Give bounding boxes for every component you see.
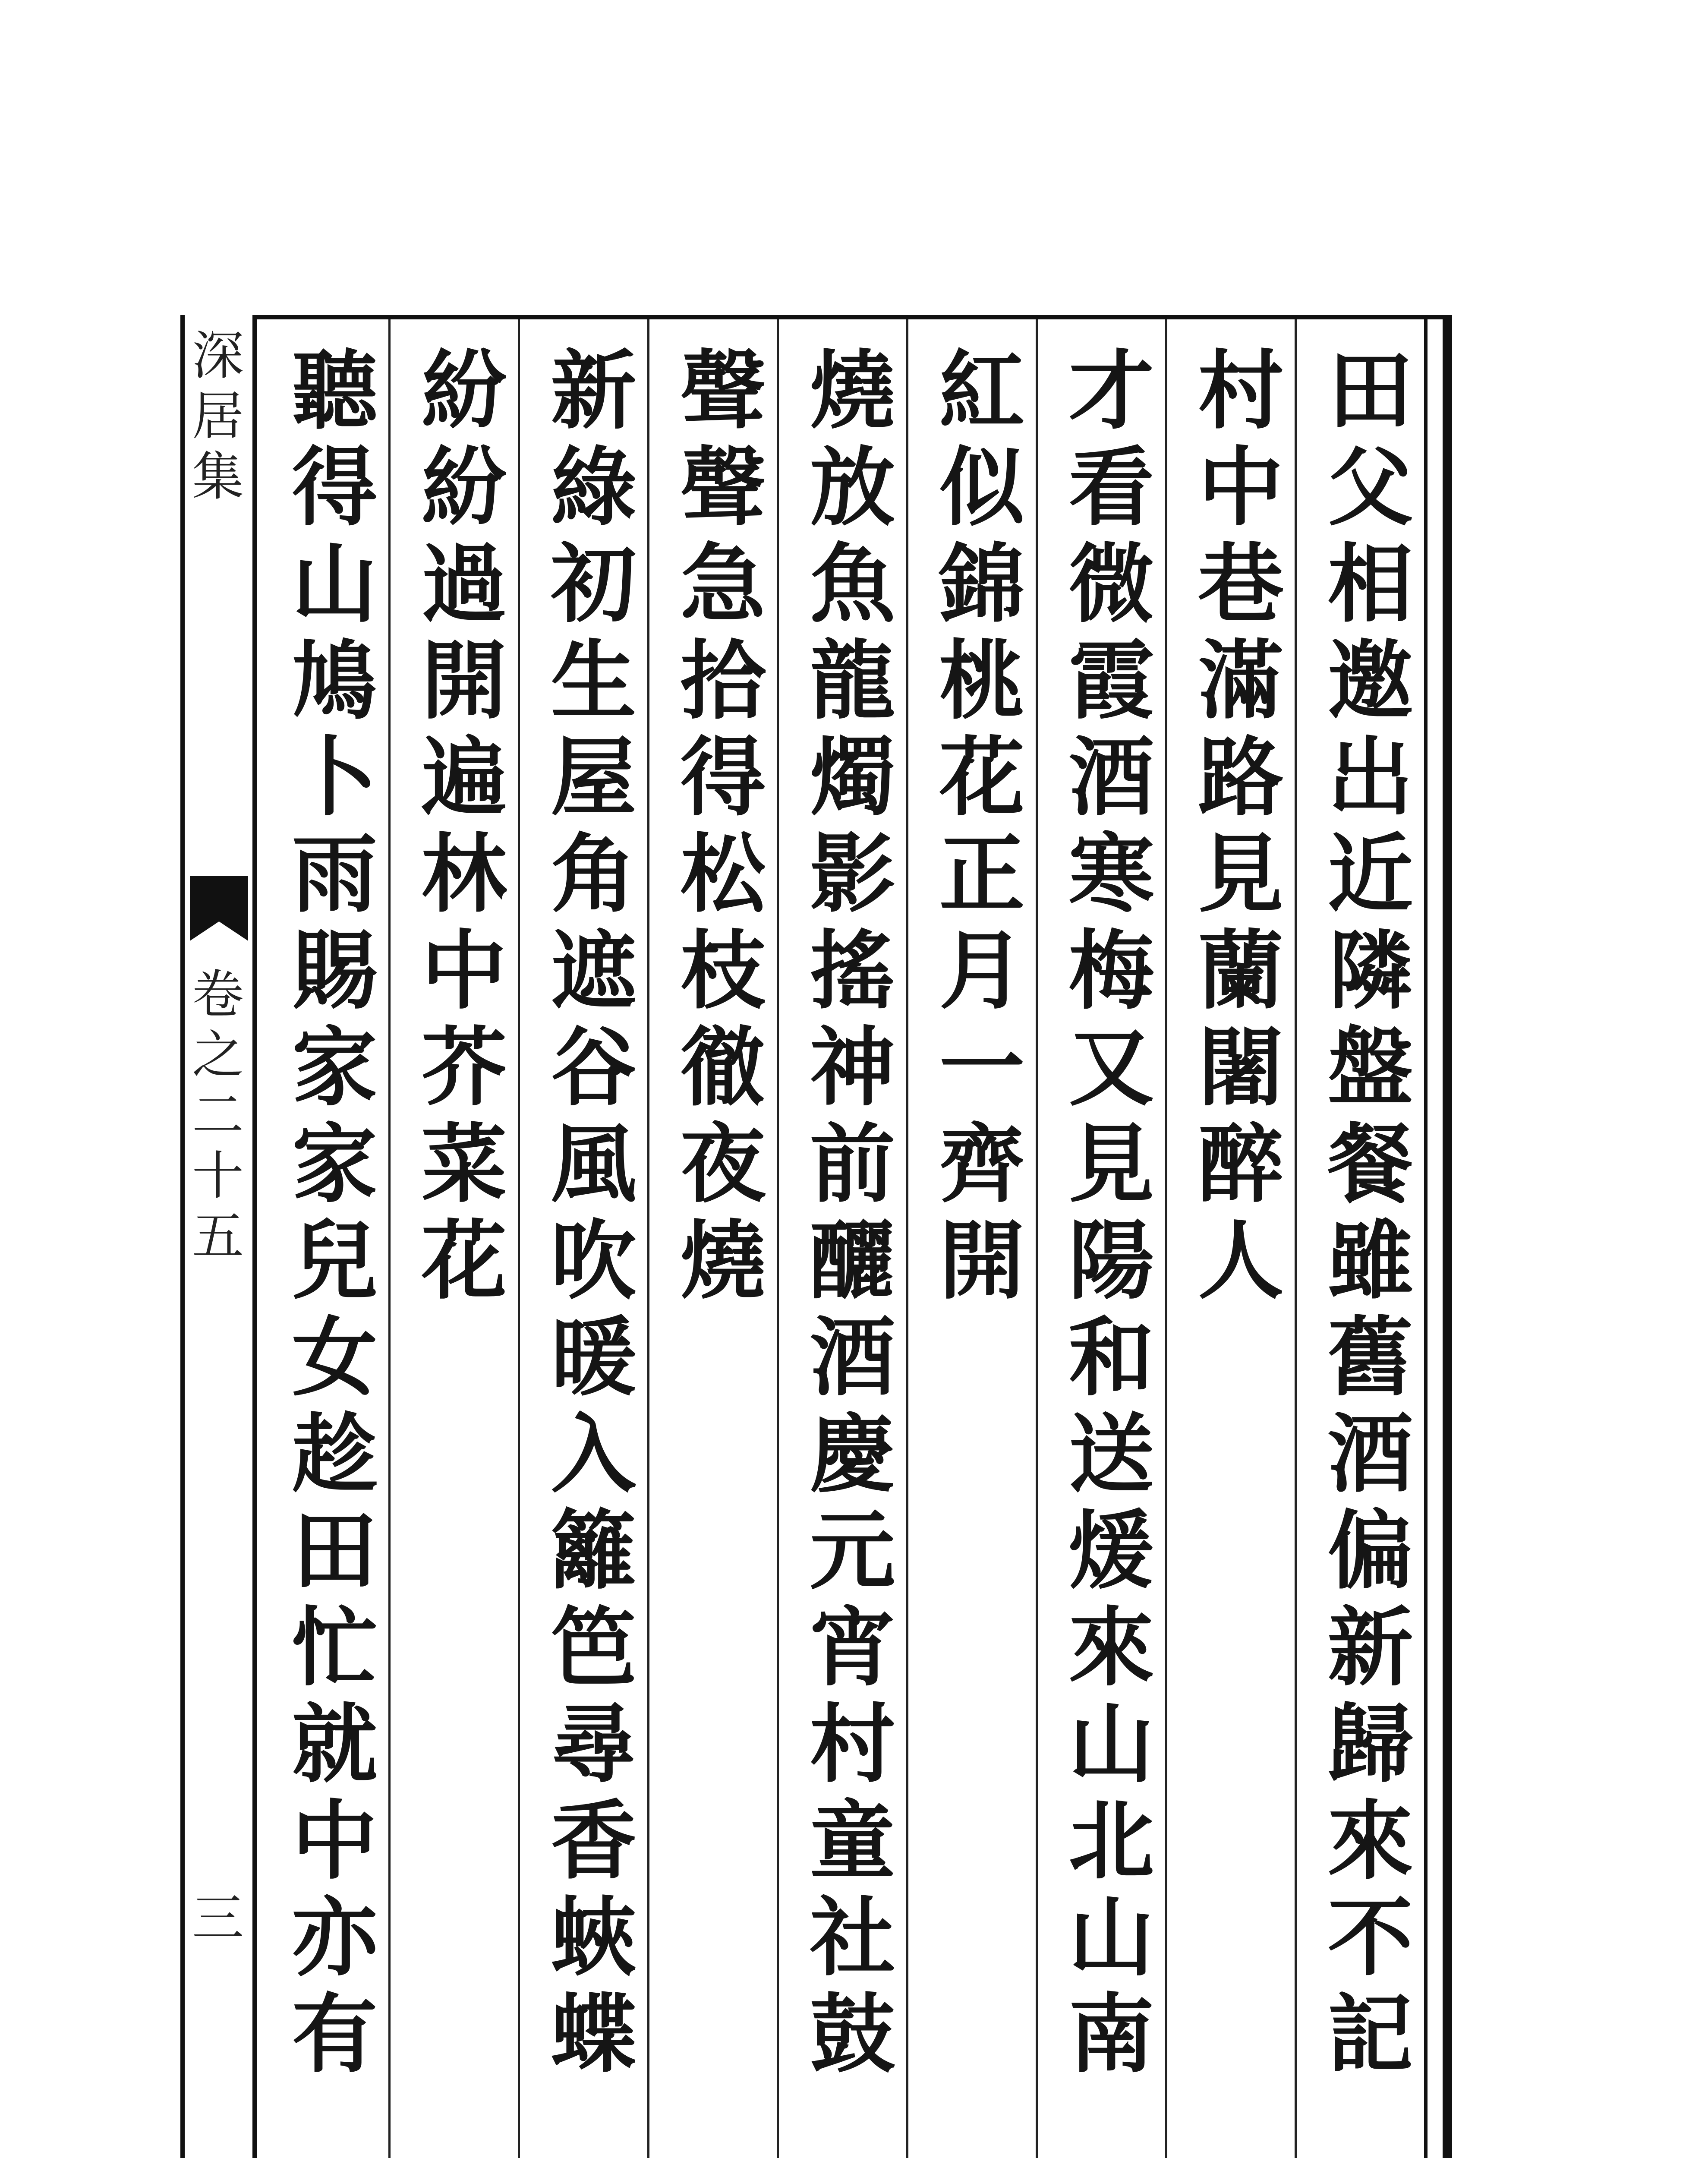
- text-column: 燒放魚龍燭影搖神前釃酒慶元宵村童社鼓: [795, 345, 896, 2085]
- text-column: 新綠初生屋角遮谷風吹暖入籬笆尋香蛺蝶: [536, 345, 637, 2085]
- text-column: 聽得山鳩卜雨賜家家兒女趁田忙就中亦有: [277, 345, 378, 2085]
- column-rule: [518, 319, 520, 2158]
- spine-volume: 卷之二十五: [183, 967, 243, 1269]
- column-rule: [1295, 319, 1297, 2158]
- text-column: 聲聲急拾得松枝徹夜燒: [666, 345, 766, 1312]
- spine-folio-number: 三: [183, 1890, 243, 1951]
- column-rule: [777, 319, 779, 2158]
- text-column: 紅似錦桃花正月一齊開: [925, 345, 1025, 1312]
- text-column: 村中巷滿路見蘭闍醉人: [1184, 345, 1284, 1312]
- spine-title: 深居集: [183, 328, 243, 509]
- text-column: 才看微霞酒寒梅又見陽和送煖來山北山南: [1054, 345, 1155, 2085]
- column-rule: [647, 319, 649, 2158]
- text-column: 田父相邀出近隣盤餐雖舊酒偏新歸來不記: [1313, 345, 1414, 2085]
- text-column: 紛紛過開遍林中芥菜花: [407, 345, 507, 1312]
- column-rule: [1036, 319, 1038, 2158]
- column-rule: [388, 319, 391, 2158]
- frame-double-rule: [1424, 315, 1428, 2158]
- column-rule: [1165, 319, 1167, 2158]
- column-rule: [906, 319, 908, 2158]
